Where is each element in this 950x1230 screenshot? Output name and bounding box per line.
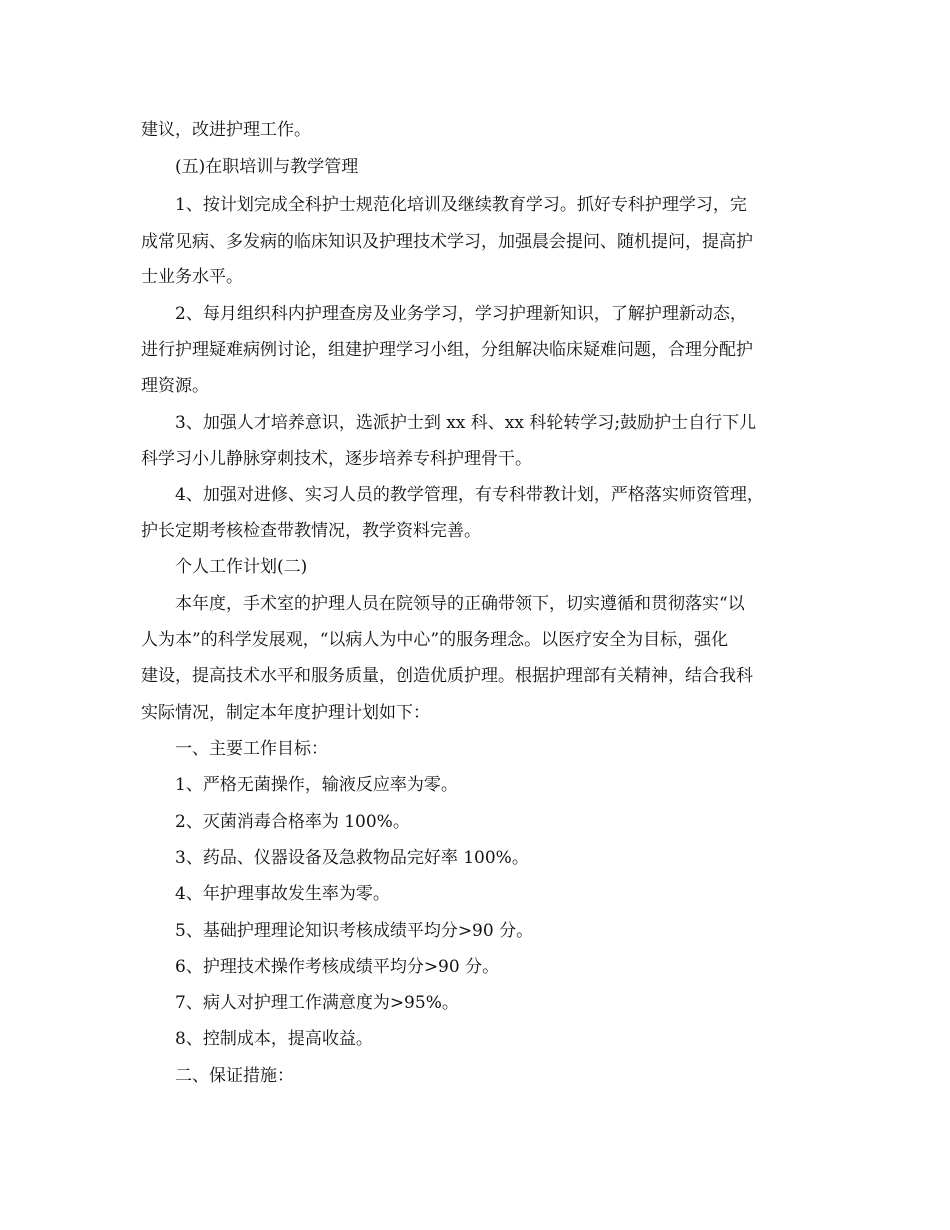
list-item: 7、病人对护理工作满意度为>95%。 — [175, 993, 459, 1013]
section-heading: 二、保证措施： — [175, 1066, 294, 1086]
text-line: 实际情况，制定本年度护理计划如下： — [141, 703, 430, 723]
text-line: 护长定期考核检查带教情况，教学资料完善。 — [141, 521, 481, 541]
list-item: 1、严格无菌操作，输液反应率为零。 — [175, 775, 458, 795]
list-item: 5、基础护理理论知识考核成绩平均分>90 分。 — [175, 921, 534, 941]
text-line: 建议，改进护理工作。 — [141, 120, 311, 140]
list-item: 3、药品、仪器设备及急救物品完好率 100%。 — [175, 848, 529, 868]
text-line: 人为本”的科学发展观，“以病人为中心”的服务理念。以医疗安全为目标，强化 — [141, 630, 729, 650]
text-line: 本年度，手术室的护理人员在院领导的正确带领下，切实遵循和贯彻落实“以 — [175, 594, 745, 614]
list-item: 4、年护理事故发生率为零。 — [175, 884, 390, 904]
section-heading: (五)在职培训与教学管理 — [175, 157, 359, 177]
text-line: 1、按计划完成全科护士规范化培训及继续教育学习。抓好专科护理学习，完 — [175, 195, 747, 215]
text-line: 进行护理疑难病例讨论，组建护理学习小组，分组解决临床疑难问题，合理分配护 — [141, 340, 753, 360]
text-line: 3、加强人才培养意识，选派护士到 xx 科、xx 科轮转学习;鼓励护士自行下儿 — [175, 413, 757, 433]
text-line: 建设，提高技术水平和服务质量，创造优质护理。根据护理部有关精神，结合我科 — [141, 666, 753, 686]
text-line: 2、每月组织科内护理查房及业务学习，学习护理新知识，了解护理新动态， — [175, 304, 747, 324]
text-line: 理资源。 — [141, 376, 209, 396]
text-line: 士业务水平。 — [141, 267, 243, 287]
list-item: 8、控制成本，提高收益。 — [175, 1029, 373, 1049]
section-heading: 个人工作计划(二) — [175, 557, 308, 577]
list-item: 2、灭菌消毒合格率为 100%。 — [175, 812, 410, 832]
text-line: 成常见病、多发病的临床知识及护理技术学习，加强晨会提问、随机提问，提高护 — [141, 232, 753, 252]
list-item: 6、护理技术操作考核成绩平均分>90 分。 — [175, 957, 500, 977]
section-heading: 一、主要工作目标： — [175, 739, 328, 759]
text-line: 科学习小儿静脉穿刺技术，逐步培养专科护理骨干。 — [141, 449, 532, 469]
text-line: 4、加强对进修、实习人员的教学管理，有专科带教计划，严格落实师资管理， — [175, 485, 764, 505]
